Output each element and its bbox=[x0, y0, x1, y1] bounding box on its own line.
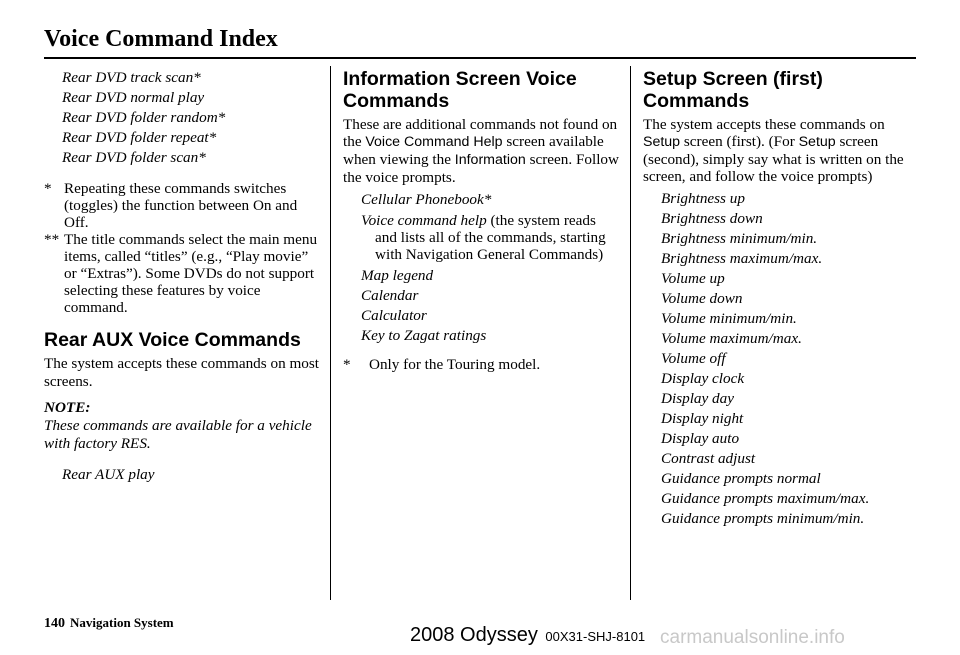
command-item: Brightness up bbox=[661, 190, 745, 207]
command-item: Guidance prompts maximum/max. bbox=[661, 490, 870, 507]
section-heading-information-screen: Information Screen Voice Commands bbox=[343, 68, 577, 112]
command-item: Key to Zagat ratings bbox=[361, 327, 487, 344]
column-divider-1 bbox=[330, 66, 331, 600]
section-intro: The system accepts these commands on most screens. bbox=[44, 355, 319, 390]
command-item: Display day bbox=[661, 390, 734, 407]
command-item: Contrast adjust bbox=[661, 450, 756, 467]
footnote-text: Only for the Touring model. bbox=[369, 356, 541, 373]
rear-dvd-command-list bbox=[44, 68, 322, 168]
note-body: These commands are available for a vehicle with factory RES. bbox=[44, 417, 312, 452]
column-3 bbox=[643, 68, 918, 529]
command-item: Cellular Phonebook* bbox=[361, 191, 492, 208]
command-item: Volume minimum/min. bbox=[661, 310, 797, 327]
intro-text: screen (first). (For bbox=[683, 133, 795, 150]
command-item: Brightness minimum/min. bbox=[661, 230, 818, 247]
model-code: 00X31-SHJ-8101 bbox=[545, 629, 646, 644]
column-divider-2 bbox=[630, 66, 631, 600]
command-item: Rear DVD normal play bbox=[62, 89, 205, 106]
setup-command-list bbox=[643, 189, 918, 529]
page-footer bbox=[44, 615, 174, 632]
page-number: 140 bbox=[44, 616, 65, 631]
command-item: Calculator bbox=[361, 307, 427, 324]
command-item: Display auto bbox=[661, 430, 740, 447]
command-item: Brightness maximum/max. bbox=[661, 250, 823, 267]
footnote-text: Repeating these commands switches (toggles) the function between On and Off. bbox=[64, 180, 298, 231]
screen-name: Setup bbox=[643, 134, 681, 150]
footnote-text: The title commands select the main menu items, called “titles” (e.g., “Play movie” or “Extras”). Some DVDs do not support selecting these features by voice command. bbox=[64, 231, 318, 316]
command-item: Display night bbox=[661, 410, 744, 427]
footnote-touring bbox=[343, 356, 621, 373]
screen-name: Information bbox=[454, 152, 526, 168]
footnote-toggle bbox=[44, 180, 322, 231]
command-item: Display clock bbox=[661, 370, 745, 387]
command-item: Brightness down bbox=[661, 210, 763, 227]
column-1 bbox=[44, 68, 322, 485]
column-2 bbox=[343, 68, 621, 373]
section-intro bbox=[643, 116, 918, 185]
section-heading-setup-screen: Setup Screen (first) Commands bbox=[643, 68, 823, 112]
command-item: Volume up bbox=[661, 270, 725, 287]
intro-text: screen (second), simply say what is written on the screen, and follow the voice prompts) bbox=[643, 133, 904, 185]
model-name: 2008 Odyssey bbox=[410, 624, 538, 646]
watermark: carmanualsonline.info bbox=[660, 627, 845, 648]
screen-name: Voice Command Help bbox=[365, 134, 503, 150]
section-heading-rear-aux: Rear AUX Voice Commands bbox=[44, 329, 301, 351]
information-command-list bbox=[343, 190, 621, 346]
command-item: Rear DVD folder random* bbox=[62, 109, 226, 126]
note-label: NOTE: bbox=[44, 399, 91, 416]
footnote-mark: * bbox=[44, 180, 52, 197]
command-item: Rear DVD track scan* bbox=[62, 69, 201, 86]
command-item: Volume off bbox=[661, 350, 726, 367]
footnote-mark: * bbox=[343, 356, 351, 373]
command-item: Volume maximum/max. bbox=[661, 330, 802, 347]
intro-text: These are additional commands not found on the bbox=[343, 116, 618, 150]
footnote-titles bbox=[44, 231, 322, 316]
command-item: Rear AUX play bbox=[62, 466, 155, 483]
command-description: (the system reads and lists all of the commands, starting with Navigation General Commands) bbox=[375, 212, 606, 263]
page-title: Voice Command Index bbox=[44, 26, 278, 52]
command-name: Voice command help bbox=[361, 212, 487, 229]
title-rule bbox=[44, 57, 916, 59]
command-item: Volume down bbox=[661, 290, 743, 307]
command-item: Calendar bbox=[361, 287, 419, 304]
command-item: Rear DVD folder scan* bbox=[62, 149, 206, 166]
footnote-mark: ** bbox=[44, 231, 60, 248]
model-label bbox=[410, 624, 645, 647]
section-label: Navigation System bbox=[70, 615, 174, 630]
section-intro bbox=[343, 116, 621, 186]
command-item: Rear DVD folder repeat* bbox=[62, 129, 217, 146]
intro-text: screen available when viewing the bbox=[343, 133, 604, 168]
intro-text: screen. Follow the voice prompts. bbox=[343, 151, 619, 186]
screen-name: Setup bbox=[798, 134, 836, 150]
command-item: Map legend bbox=[361, 267, 434, 284]
command-item bbox=[361, 212, 621, 263]
intro-text: The system accepts these commands on bbox=[643, 116, 885, 133]
command-item: Guidance prompts normal bbox=[661, 470, 821, 487]
command-item: Guidance prompts minimum/min. bbox=[661, 510, 865, 527]
